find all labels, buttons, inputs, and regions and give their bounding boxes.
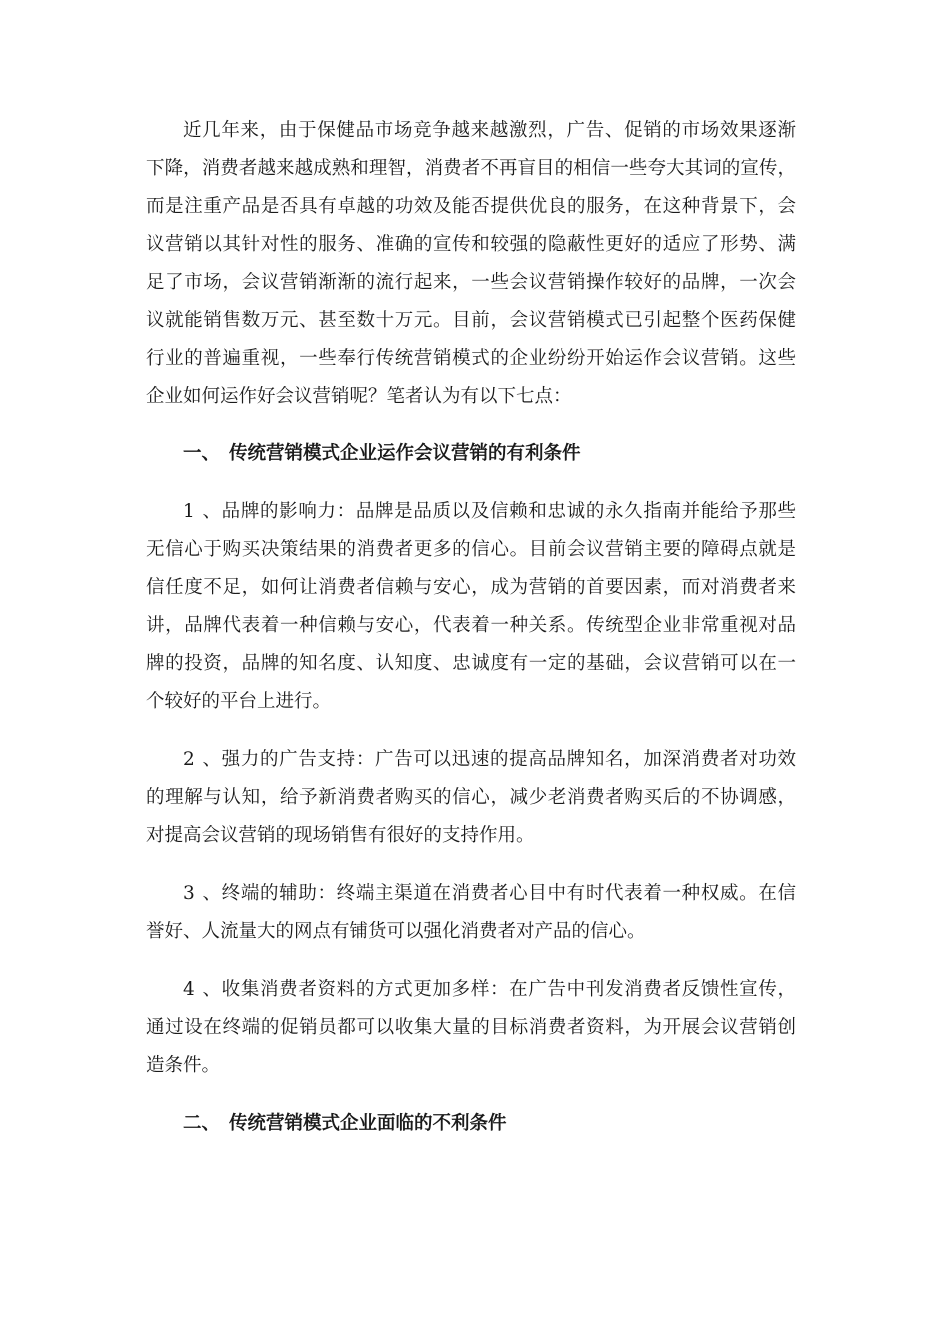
item-2-first-line <box>183 748 796 772</box>
item-number: 1、 <box>183 501 221 522</box>
section-title: 传统营销模式企业面临的不利条件 <box>229 1113 507 1134</box>
item-text: 终端的辅助：终端主渠道在消费者心目中有时代表着一种权威。在信 <box>221 883 796 904</box>
item-1-first-line <box>183 500 796 524</box>
section-title: 传统营销模式企业运作会议营销的有利条件 <box>229 443 581 464</box>
item-3-first-line <box>183 882 796 906</box>
intro-line-1: 近几年来，由于保健品市场竞争越来越激烈，广告、促销的市场效果逐渐 <box>183 120 796 141</box>
item-2-line: 对提高会议营销的现场销售有很好的支持作用。 <box>146 825 535 846</box>
section-number: 二、 <box>183 1113 221 1134</box>
intro-line-3: 而是注重产品是否具有卓越的功效及能否提供优良的服务，在这种背景下，会 <box>146 196 796 217</box>
intro-line-5: 足了市场，会议营销渐渐的流行起来，一些会议营销操作较好的品牌，一次会 <box>146 272 796 293</box>
item-number: 4、 <box>183 979 221 1000</box>
section-heading-2 <box>183 1112 507 1136</box>
item-1-line: 个较好的平台上进行。 <box>146 691 332 712</box>
item-2-line: 的理解与认知，给予新消费者购买的信心，减少老消费者购买后的不协调感， <box>146 787 796 808</box>
item-1-line: 讲，品牌代表着一种信赖与安心，代表着一种关系。传统型企业非常重视对品 <box>146 615 796 636</box>
item-1-line: 无信心于购买决策结果的消费者更多的信心。目前会议营销主要的障碍点就是 <box>146 539 796 560</box>
item-text: 品牌的影响力：品牌是品质以及信赖和忠诚的永久指南并能给予那些 <box>221 501 796 522</box>
item-text: 收集消费者资料的方式更加多样：在广告中刊发消费者反馈性宣传， <box>221 979 796 1000</box>
section-heading-1 <box>183 442 581 466</box>
intro-line-6: 议就能销售数万元、甚至数十万元。目前，会议营销模式已引起整个医药保健 <box>146 310 796 331</box>
item-text: 强力的广告支持：广告可以迅速的提高品牌知名，加深消费者对功效 <box>221 749 796 770</box>
intro-line-4: 议营销以其针对性的服务、准确的宣传和较强的隐蔽性更好的适应了形势、满 <box>146 234 796 255</box>
item-3-line: 誉好、人流量大的网点有铺货可以强化消费者对产品的信心。 <box>146 921 646 942</box>
item-4-first-line <box>183 978 796 1002</box>
item-1-line: 牌的投资，品牌的知名度、认知度、忠诚度有一定的基础，会议营销可以在一 <box>146 653 796 674</box>
item-4-line: 造条件。 <box>146 1055 221 1076</box>
intro-line-8: 企业如何运作好会议营销呢？笔者认为有以下七点： <box>146 386 572 407</box>
item-1-line: 信任度不足，如何让消费者信赖与安心，成为营销的首要因素，而对消费者来 <box>146 577 796 598</box>
section-number: 一、 <box>183 443 221 464</box>
intro-line-7: 行业的普遍重视，一些奉行传统营销模式的企业纷纷开始运作会议营销。这些 <box>146 348 796 369</box>
item-4-line: 通过设在终端的促销员都可以收集大量的目标消费者资料，为开展会议营销创 <box>146 1017 796 1038</box>
item-number: 2、 <box>183 749 221 770</box>
intro-line-2: 下降，消费者越来越成熟和理智，消费者不再盲目的相信一些夸大其词的宣传， <box>146 158 796 179</box>
item-number: 3、 <box>183 883 221 904</box>
